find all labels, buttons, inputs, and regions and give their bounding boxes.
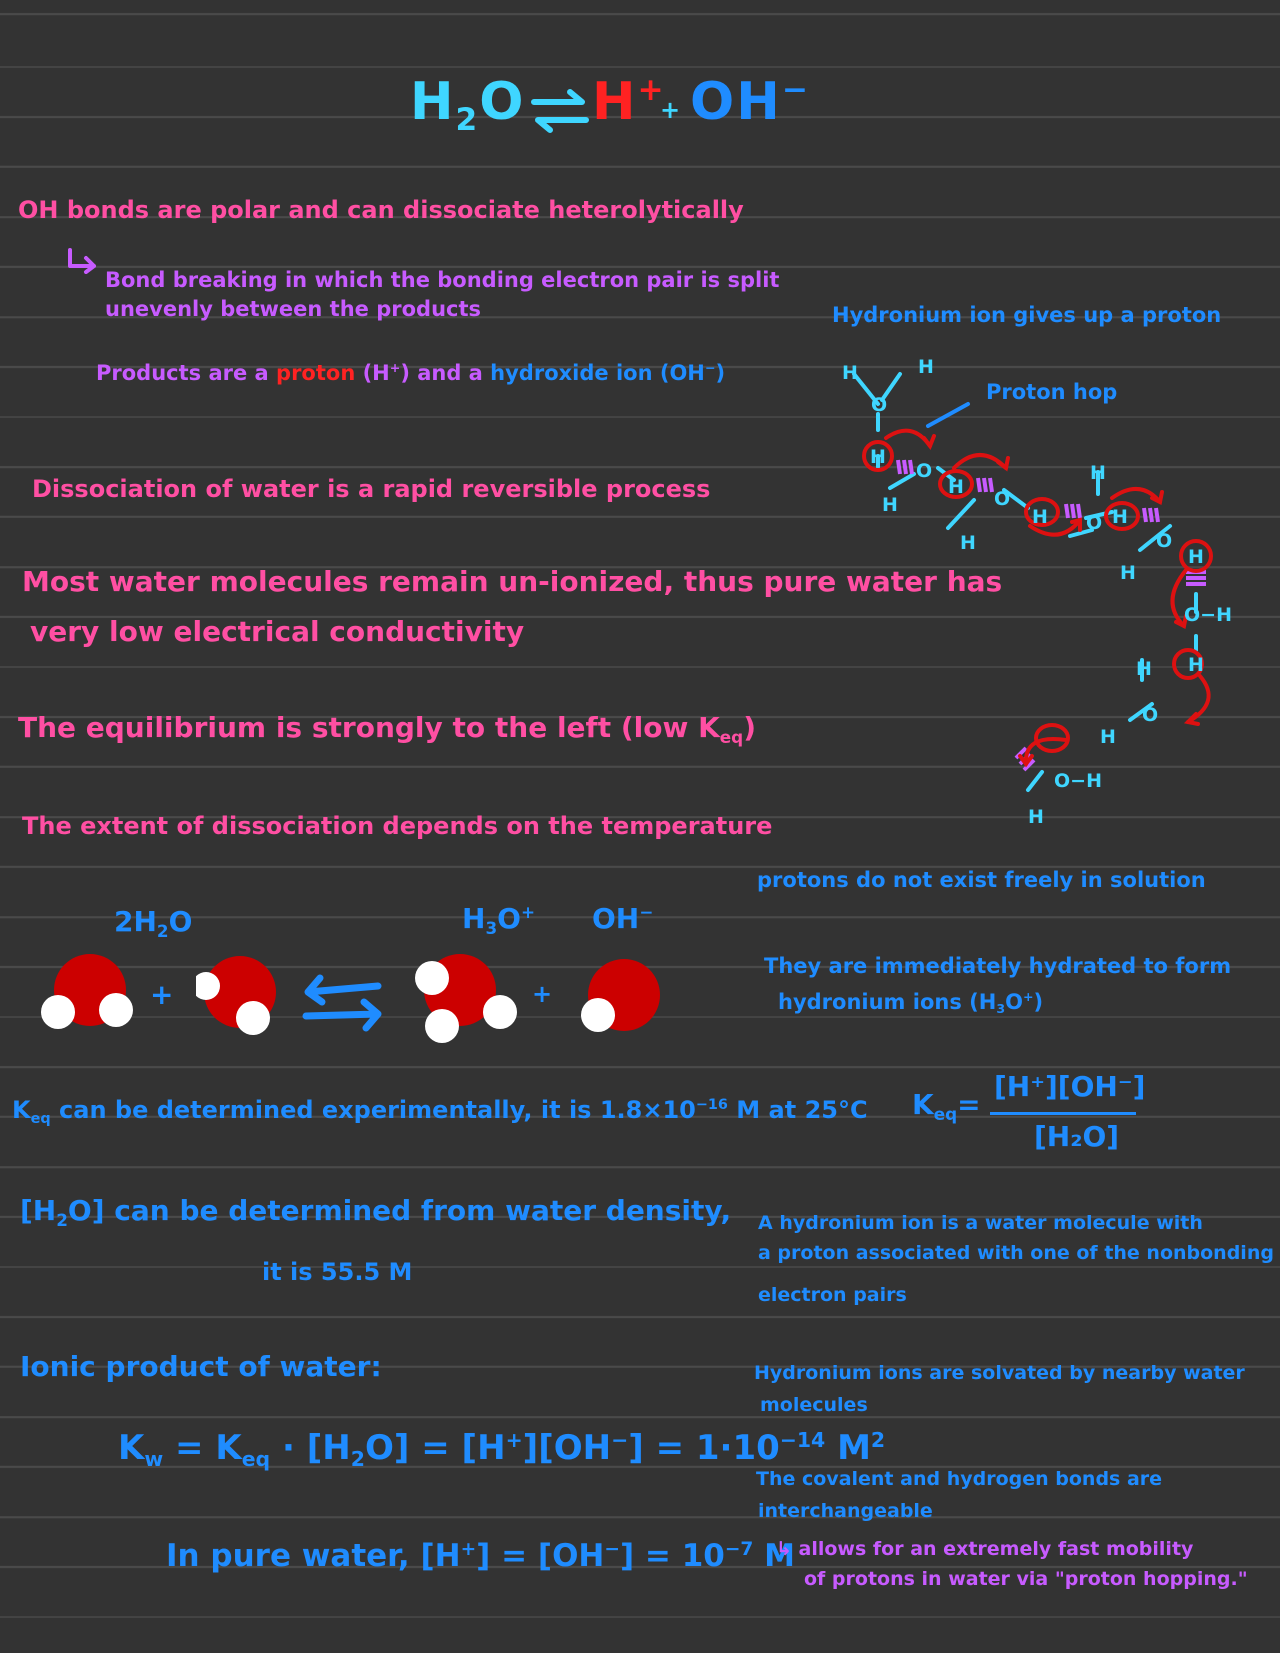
chain-atom-o4: O [1086, 512, 1103, 534]
solvated-line2: molecules [760, 1394, 868, 1416]
unionized-line1: Most water molecules remain un-ionized, thus pure water has [22, 565, 1003, 598]
proton-hopping-diagram [830, 350, 1260, 830]
extent-temperature: The extent of dissociation depends on the temperature [22, 812, 773, 840]
ionic-product-heading: Ionic product of water: [20, 1350, 382, 1383]
chain-atom-h3: H [870, 446, 886, 468]
chain-atom-oh2: O−H [1054, 770, 1102, 792]
chain-atom-oh1: O−H [1184, 604, 1232, 626]
chain-atom-h12: H [1136, 658, 1152, 680]
chain-atom-h7: H [1032, 506, 1048, 528]
chain-atom-o2: O [916, 460, 933, 482]
water-molecule-2 [196, 952, 286, 1042]
proton-hop-label: Proton hop [986, 380, 1118, 404]
hydronium-gives-proton: Hydronium ion gives up a proton [832, 303, 1222, 327]
chain-atom-h6: H [960, 532, 976, 554]
solvated-line1: Hydronium ions are solvated by nearby water [754, 1362, 1245, 1384]
keq-fraction-label: $K_{eq}=$ [912, 1088, 981, 1124]
title-proton: H+ [592, 72, 666, 132]
allows-line1: ↳ allows for an extremely fast mobility [776, 1538, 1194, 1560]
keq-fraction-bar [990, 1112, 1136, 1115]
chain-atom-o5: O [1156, 530, 1173, 552]
chain-atom-h13: H [1188, 654, 1204, 676]
reaction-h3o-label: $H_3O^+$ [462, 901, 535, 938]
title-h: H [410, 72, 456, 132]
chain-atom-h11: H [1188, 546, 1204, 568]
unionized-line2: very low electrical conductivity [30, 615, 525, 648]
title-hydroxide: OH− [690, 72, 810, 132]
hydrated-line1: They are immediately hydrated to form [764, 954, 1232, 978]
hydronium-definition-line2: a proton associated with one of the nonbonding [758, 1242, 1274, 1264]
plus-sign-2: + [532, 980, 553, 1008]
chain-atom-h14: H [1100, 726, 1116, 748]
title-equation: $H_2O$ [410, 72, 526, 138]
water-concentration-line1: $[H_2O]$ can be determined from water density, [20, 1194, 732, 1230]
protons-not-free: protons do not exist freely in solution [757, 868, 1206, 892]
definition-line2: unevenly between the products [105, 297, 482, 321]
pure-water-equation: In pure water, $[H^+] = [OH^-] = 10^{-7}$ M [166, 1538, 796, 1574]
chain-atom-o1: O [871, 394, 888, 416]
chain-atom-h8: H [1090, 462, 1106, 484]
chain-atom-h10: H [1120, 562, 1136, 584]
definition-line1: Bond breaking in which the bonding electron pair is split [105, 268, 780, 292]
chain-atom-h5: H [948, 476, 964, 498]
chain-atom-h15: H [1028, 806, 1044, 828]
chain-atom-o6: O [1142, 704, 1159, 726]
chain-atom-h4: H [882, 494, 898, 516]
equilibrium-arrows-icon [530, 86, 590, 136]
water-concentration-line2: it is 55.5 M [262, 1258, 413, 1286]
equilibrium-left: The equilibrium is strongly to the left (low $K_{eq}$) [18, 711, 756, 747]
chain-atom-h9: H [1112, 506, 1128, 528]
products-statement: Products are a proton (H+) and a hydroxide ion (OH−) [96, 360, 726, 385]
allows-line2: of protons in water via "proton hopping." [804, 1568, 1248, 1590]
water-molecule-1 [38, 950, 148, 1040]
polar-statement: OH bonds are polar and can dissociate heterolytically [18, 196, 744, 224]
hydronium-definition-line3: electron pairs [758, 1284, 907, 1306]
plus-sign-1: + [150, 978, 174, 1011]
chain-atom-h1: H [842, 362, 858, 384]
chain-atom-o3: O [994, 488, 1011, 510]
reaction-oh-label: OH− [592, 901, 654, 935]
title-plus: + [660, 96, 681, 124]
covalent-line1: The covalent and hydrogen bonds are [756, 1468, 1163, 1490]
keq-numerator: [H⁺][OH⁻] [994, 1070, 1146, 1103]
hydronium-definition-line1: A hydronium ion is a water molecule with [758, 1212, 1203, 1234]
rapid-reversible: Dissociation of water is a rapid reversible process [32, 475, 711, 503]
hydroxide-molecule [578, 955, 668, 1045]
equilibrium-arrows-icon-2 [298, 972, 388, 1032]
reaction-2h2o-label: $2H_2O$ [114, 905, 193, 941]
ionic-product-equation: $K_w = K_{eq} \cdot [H_2O] = [H^+][OH^-] = 1\cdot 10^{-14}$ $M^2$ [118, 1427, 886, 1472]
hydronium-molecule [410, 948, 520, 1048]
arrow-down-right-icon [66, 248, 100, 274]
hydrated-line2: hydronium ions $(H_3O^+)$ [778, 989, 1044, 1017]
covalent-line2: interchangeable [758, 1500, 933, 1522]
keq-denominator: [H₂O] [1034, 1120, 1120, 1153]
chain-atom-h2: H [918, 356, 934, 378]
keq-statement: $K_{eq}$ can be determined experimentally, it is $1.8\times 10^{-16}$ M at 25°C [12, 1096, 868, 1128]
